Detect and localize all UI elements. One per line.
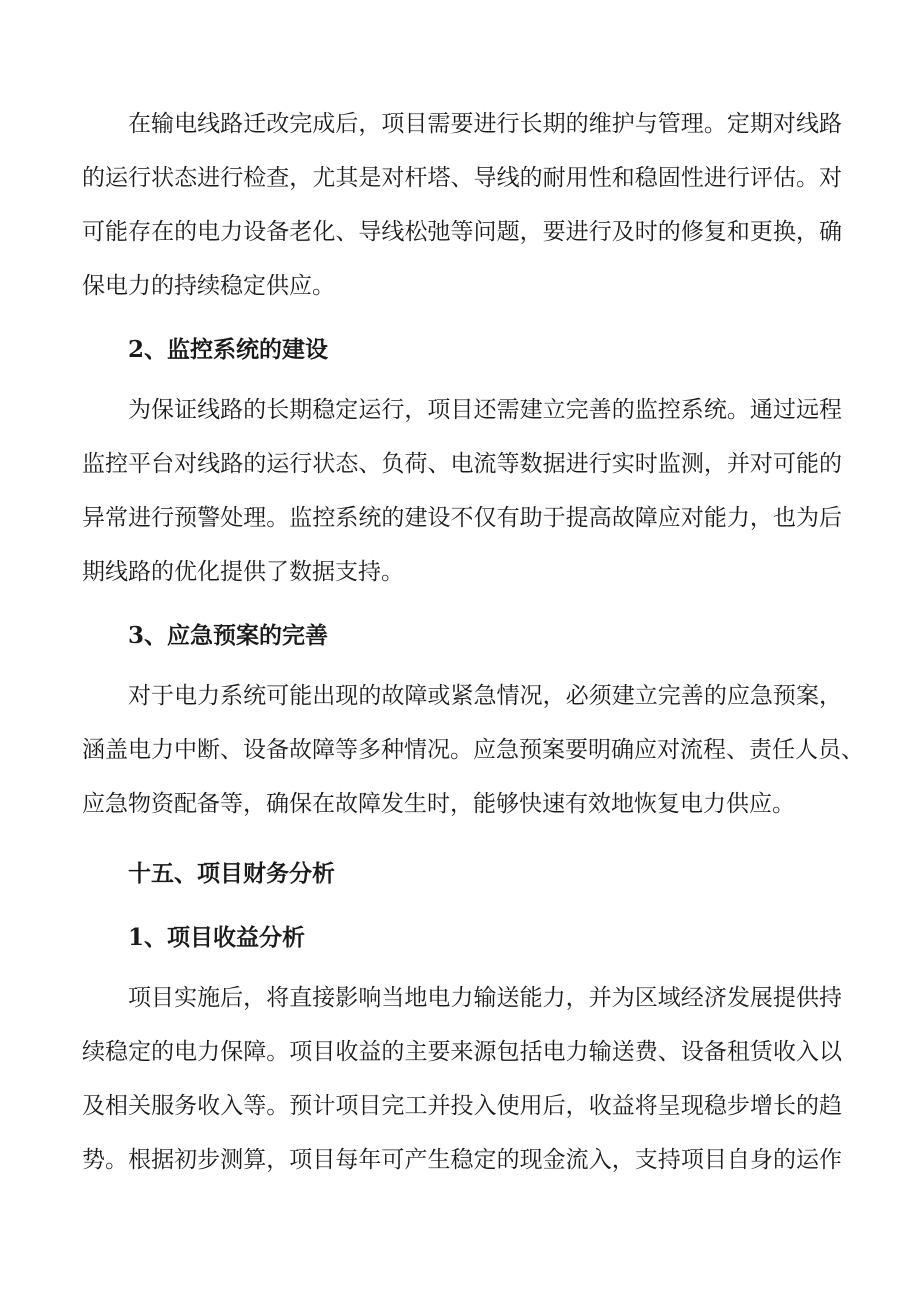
paragraph-line: 在输电线路迁改完成后，项目需要进行长期的维护与管理。定期对线路 <box>128 111 842 137</box>
paragraph-line: 异常进行预警处理。监控系统的建设不仅有助于提高故障应对能力，也为后 <box>82 505 842 531</box>
paragraph-line: 涵盖电力中断、设备故障等多种情况。应急预案要明确应对流程、责任人员、 <box>82 737 864 763</box>
paragraph-line: 项目实施后，将直接影响当地电力输送能力，并为区域经济发展提供持 <box>128 985 842 1011</box>
paragraph-line: 为保证线路的长期稳定运行，项目还需建立完善的监控系统。通过远程 <box>128 397 842 423</box>
section-heading-monitoring: 2、监控系统的建设 <box>128 336 329 363</box>
section-heading-revenue: 1、项目收益分析 <box>128 924 306 951</box>
section-heading-financial: 十五、项目财务分析 <box>128 860 335 887</box>
paragraph-line: 保电力的持续稳定供应。 <box>82 273 335 299</box>
section-heading-emergency: 3、应急预案的完善 <box>128 622 329 649</box>
paragraph-line: 及相关服务收入等。预计项目完工并投入使用后，收益将呈现稳步增长的趋 <box>82 1093 842 1119</box>
paragraph-line: 的运行状态进行检查，尤其是对杆塔、导线的耐用性和稳固性进行评估。对 <box>82 165 842 191</box>
paragraph-line: 对于电力系统可能出现的故障或紧急情况，必须建立完善的应急预案， <box>128 683 842 709</box>
paragraph-line: 势。根据初步测算，项目每年可产生稳定的现金流入，支持项目自身的运作 <box>82 1147 842 1173</box>
paragraph-line: 监控平台对线路的运行状态、负荷、电流等数据进行实时监测，并对可能的 <box>82 451 842 477</box>
paragraph-line: 续稳定的电力保障。项目收益的主要来源包括电力输送费、设备租赁收入以 <box>82 1039 842 1065</box>
paragraph-line: 期线路的优化提供了数据支持。 <box>82 559 404 585</box>
paragraph-line: 应急物资配备等，确保在故障发生时，能够快速有效地恢复电力供应。 <box>82 791 795 817</box>
paragraph-line: 可能存在的电力设备老化、导线松弛等问题，要进行及时的修复和更换，确 <box>82 219 842 245</box>
